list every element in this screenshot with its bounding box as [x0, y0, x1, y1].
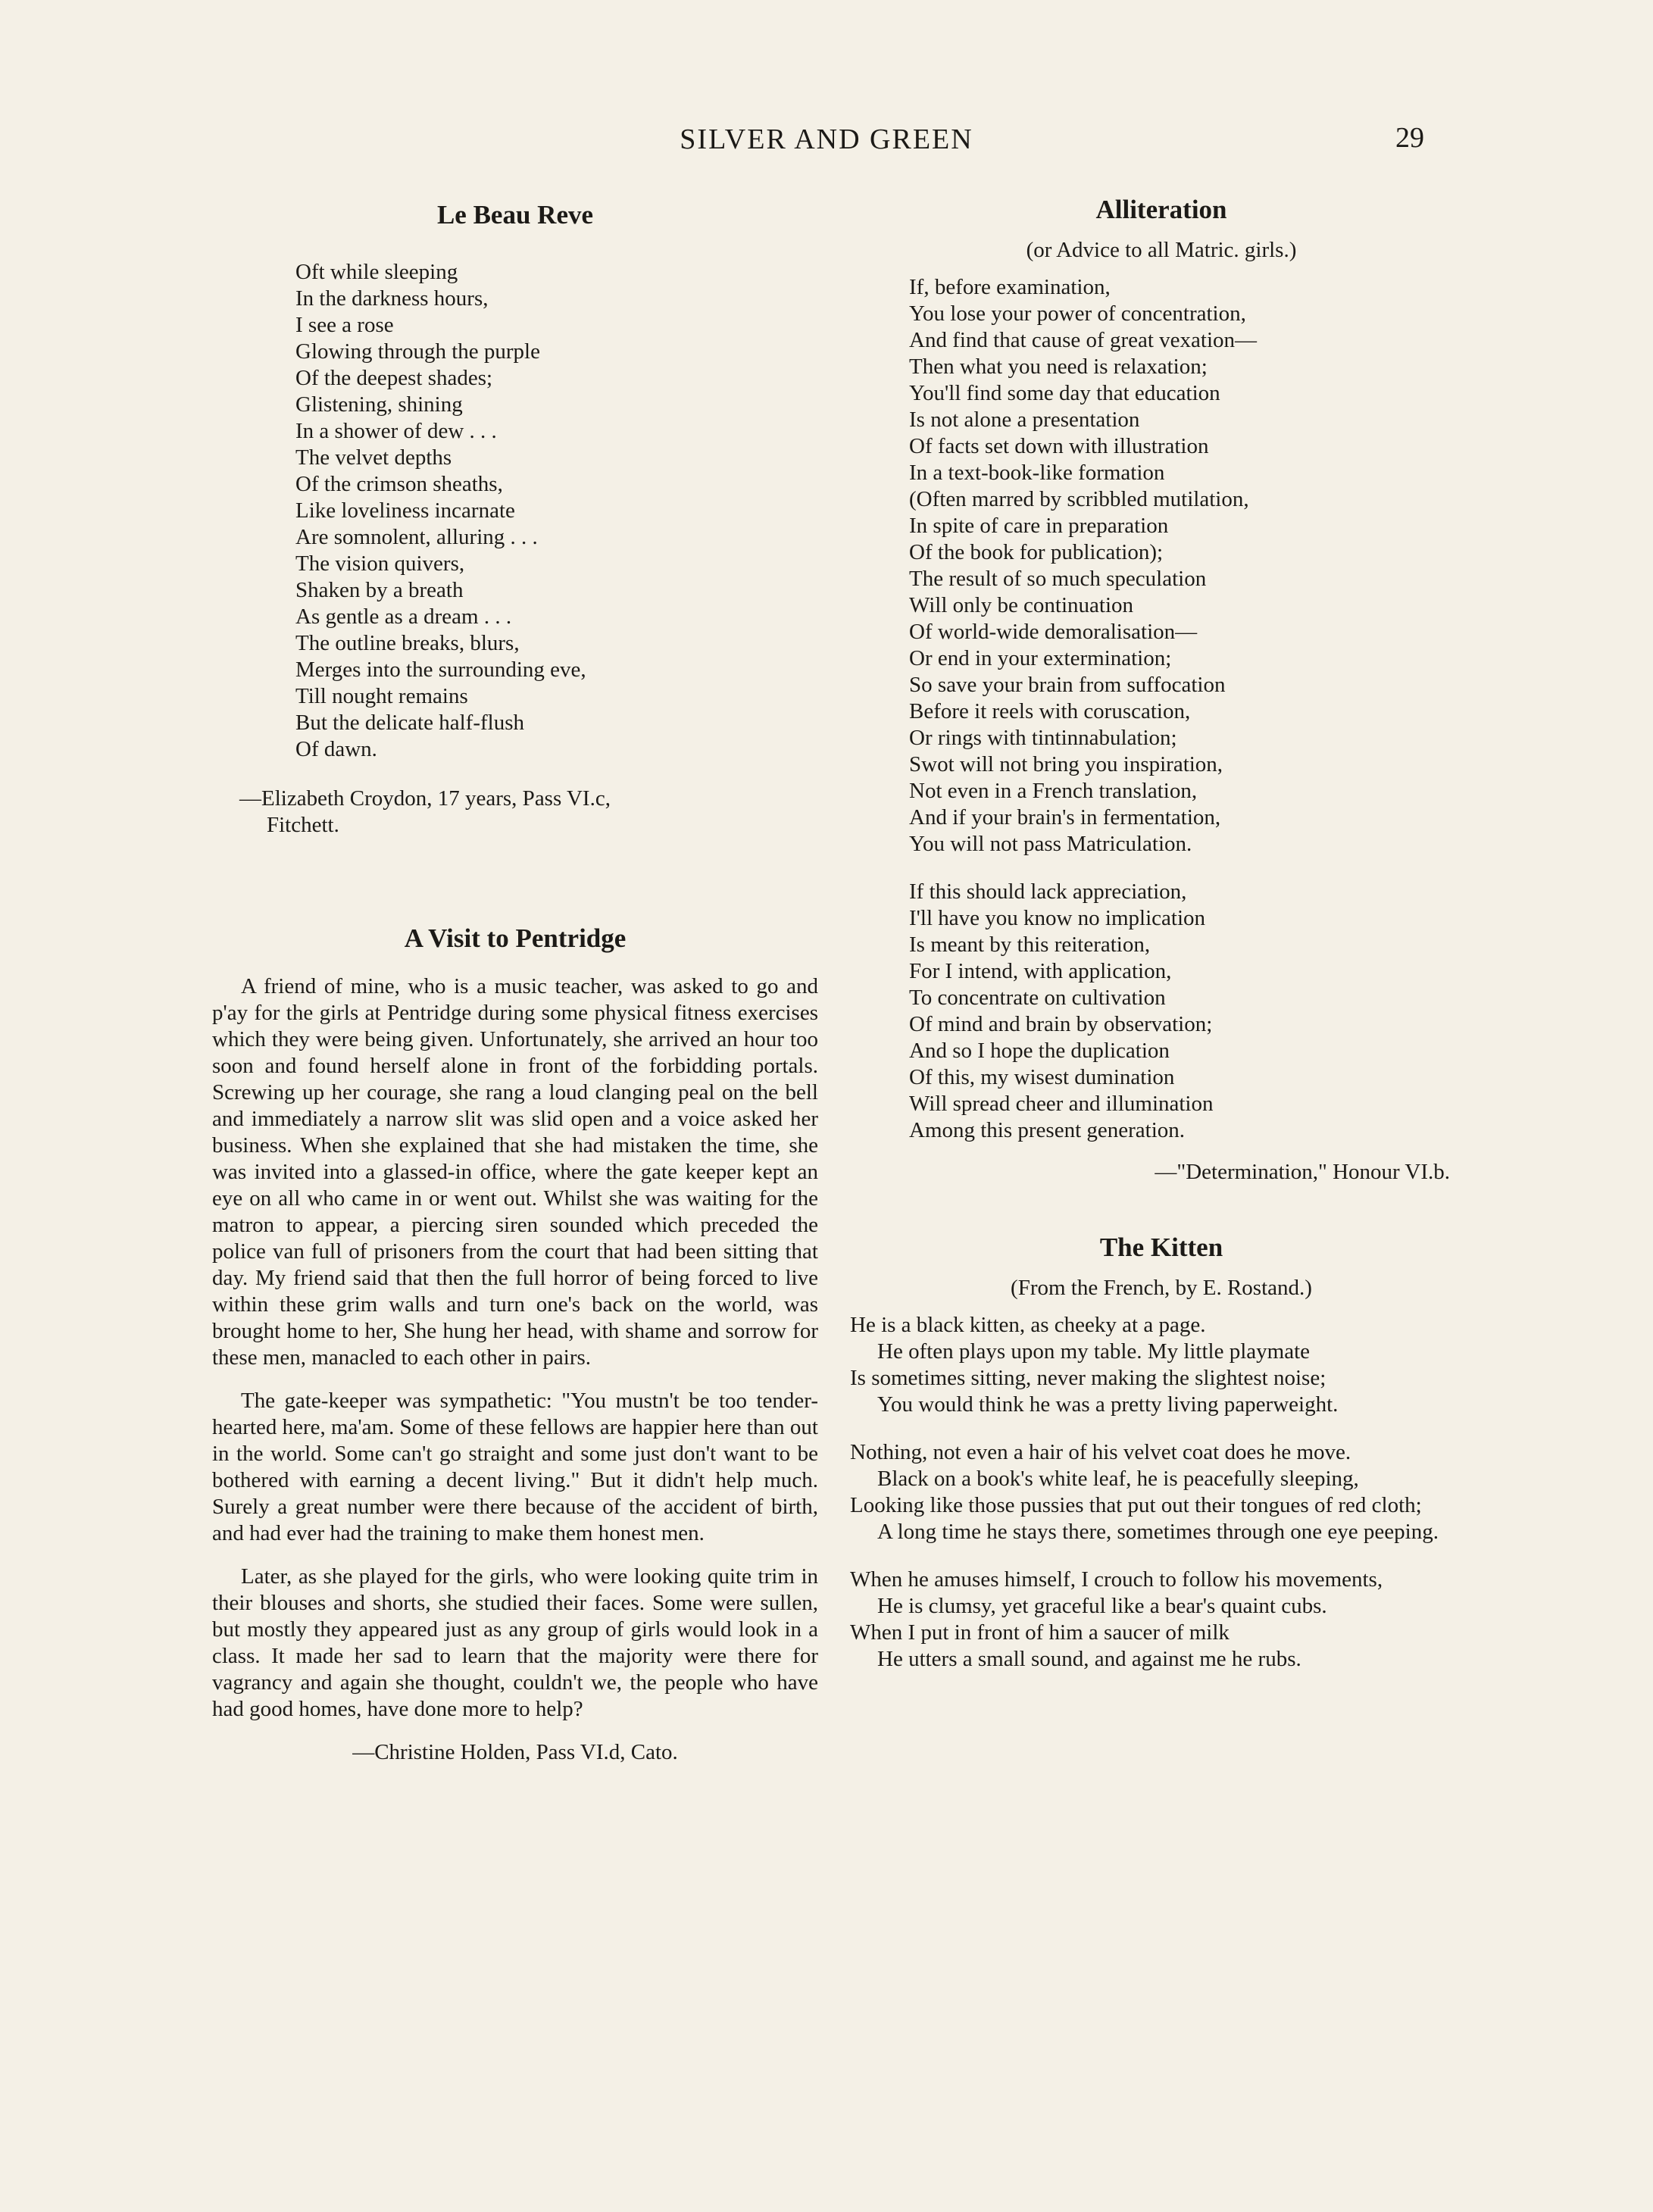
poem-line: Of the crimson sheaths,: [295, 472, 503, 496]
poem-line: Of facts set down with illustration: [909, 434, 1209, 458]
poem-line: He is clumsy, yet graceful like a bear's quaint cubs.: [877, 1594, 1327, 1618]
running-title: SILVER AND GREEN: [680, 123, 973, 155]
poem-line: The vision quivers,: [295, 551, 465, 576]
poem-line: Of this, my wisest dumination: [909, 1065, 1175, 1089]
poem-subtitle-kitten: (From the French, by E. Rostand.): [1011, 1276, 1312, 1300]
poem-line: Before it reels with coruscation,: [909, 699, 1191, 723]
poem-line: Is sometimes sitting, never making the slightest noise;: [850, 1366, 1326, 1390]
poem-credit-determination: —"Determination," Honour VI.b.: [1155, 1160, 1450, 1184]
poem-line: He utters a small sound, and against me he rubs.: [877, 1647, 1301, 1671]
poem-line: Oft while sleeping: [295, 260, 458, 284]
poem-line: Merges into the surrounding eve,: [295, 658, 586, 682]
poem-line: Among this present generation.: [909, 1118, 1186, 1142]
left-column: [212, 198, 818, 1766]
poem-line: You would think he was a pretty living paperweight.: [877, 1392, 1339, 1417]
poem-line: (Often marred by scribbled mutilation,: [909, 487, 1249, 511]
poem-credit-croydon: [239, 786, 818, 839]
page-number: 29: [1395, 122, 1424, 154]
poem-line: And so I hope the duplication: [909, 1039, 1170, 1063]
spacer: [850, 1545, 1468, 1567]
poem-line: I see a rose: [295, 313, 394, 337]
poem-line: Swot will not bring you inspiration,: [909, 752, 1223, 776]
poem-title-le-beau-reve: Le Beau Reve: [436, 200, 594, 230]
poem-line: When he amuses himself, I crouch to follow his movements,: [850, 1567, 1383, 1592]
poem-subtitle-alliteration: (or Advice to all Matric. girls.): [1026, 238, 1297, 262]
poem-line: Are somnolent, alluring . . .: [295, 525, 538, 549]
spacer: [212, 955, 818, 973]
spacer: [855, 858, 1468, 879]
poem-line: In spite of care in preparation: [909, 514, 1169, 538]
poem-line: So save your brain from suffocation: [909, 673, 1226, 697]
poem-line: The velvet depths: [295, 445, 452, 470]
poem-line: He is a black kitten, as cheeky at a page.: [850, 1313, 1206, 1337]
spacer: [212, 839, 818, 922]
article-title-pentridge: A Visit to Pentridge: [404, 923, 627, 953]
poem-line: Of dawn.: [295, 737, 377, 761]
poem-line: Nothing, not even a hair of his velvet coat does he move.: [850, 1440, 1351, 1464]
poem-line: Till nought remains: [295, 684, 468, 708]
credit-line: Fitchett.: [267, 813, 339, 837]
spacer: [850, 1418, 1468, 1439]
poem-line: In a text-book-like formation: [909, 461, 1165, 485]
poem-line: Of mind and brain by observation;: [909, 1012, 1213, 1036]
poem-line: Will spread cheer and illumination: [909, 1092, 1214, 1116]
poem-line: Glowing through the purple: [295, 339, 540, 364]
poem-alliteration-stanza-1: [909, 274, 1468, 858]
poem-line: Or rings with tintinnabulation;: [909, 726, 1177, 750]
poem-line: Like loveliness incarnate: [295, 498, 515, 523]
poem-line: Of world-wide demoralisation—: [909, 620, 1198, 644]
spacer: [855, 1186, 1468, 1231]
poem-line: Shaken by a breath: [295, 578, 464, 602]
article-paragraph: Later, as she played for the girls, who were looking quite trim in their blouses and shorts, she studied their faces. Some were sullen, but mostly they appeared just as any group of girls would look in a class. It made her sad to learn that the majority were there for vagrancy and again she thought, couldn't we, the people who have had good homes, have done more to help?: [212, 1564, 818, 1721]
poem-line: Is meant by this reiteration,: [909, 933, 1151, 957]
poem-alliteration-stanza-2: [909, 879, 1468, 1144]
poem-line: But the delicate half-flush: [295, 711, 524, 735]
poem-line: Of the deepest shades;: [295, 366, 493, 390]
poem-line: Or end in your extermination;: [909, 646, 1172, 670]
poem-line: You will not pass Matriculation.: [909, 832, 1192, 856]
poem-line: Black on a book's white leaf, he is peacefully sleeping,: [877, 1467, 1359, 1491]
poem-line: The outline breaks, blurs,: [295, 631, 520, 655]
poem-line: If, before examination,: [909, 275, 1111, 299]
poem-line: To concentrate on cultivation: [909, 986, 1166, 1010]
poem-line: And find that cause of great vexation—: [909, 328, 1258, 352]
poem-line: Is not alone a presentation: [909, 408, 1140, 432]
poem-kitten: [850, 1312, 1468, 1673]
poem-line: When I put in front of him a saucer of milk: [850, 1620, 1230, 1645]
right-column: [850, 193, 1468, 1673]
poem-line: Of the book for publication);: [909, 540, 1164, 564]
poem-title-alliteration: Alliteration: [1095, 195, 1227, 224]
poem-line: Then what you need is relaxation;: [909, 355, 1208, 379]
poem-title-kitten: The Kitten: [1099, 1233, 1223, 1262]
article-paragraph: A friend of mine, who is a music teacher, was asked to go and p'ay for the girls at Pentridge during some physical fitness exercises which they were being given. Unfortunately, she arrived an hour too soon and found herself alone in front of the forbidding portals. Screwing up her courage, she rang a loud clanging peal on the bell and immediately a narrow slit was slid open and a voice asked her business. When she explained that she had mistaken the time, she was invited into a glassed-in office, where the gate keeper kept an eye on all who came in or went out. Whilst she was waiting for the matron to appear, a piercing siren sounded which preceded the police van full of prisoners from the court that had been sitting that day. My friend said that then the full horror of being forced to live within these grim walls and turn one's back on the world, was brought home to her, She hung her head, with shame and sorrow for these men, manacled to each other in pairs.: [212, 974, 818, 1370]
poem-line: I'll have you know no implication: [909, 906, 1206, 930]
poem-line: You'll find some day that education: [909, 381, 1220, 405]
poem-le-beau-reve: [295, 259, 818, 763]
poem-line: As gentle as a dream . . .: [295, 605, 512, 629]
poem-line: In the darkness hours,: [295, 286, 489, 311]
credit-line: —Elizabeth Croydon, 17 years, Pass VI.c,: [239, 786, 611, 811]
poem-line: You lose your power of concentration,: [909, 301, 1246, 326]
poem-line: The result of so much speculation: [909, 567, 1207, 591]
poem-line: Will only be continuation: [909, 593, 1134, 617]
poem-line: For I intend, with application,: [909, 959, 1172, 983]
poem-line: If this should lack appreciation,: [909, 879, 1187, 904]
poem-line: Looking like those pussies that put out their tongues of red cloth;: [850, 1493, 1422, 1517]
article-credit-holden: —Christine Holden, Pass VI.d, Cato.: [352, 1740, 678, 1764]
article-paragraph: The gate-keeper was sympathetic: "You mustn't be too tender-hearted here, ma'am. Some of these fellows are happier here than out in the world. Some can't go straight and some just don't want to be bothered with earning a decent living." But it didn't help much. Surely a great number were there because of the accident of birth, and had ever had the training to make them honest men.: [212, 1389, 818, 1545]
poem-line: He often plays upon my table. My little playmate: [877, 1339, 1311, 1364]
poem-line: In a shower of dew . . .: [295, 419, 497, 443]
poem-line: Glistening, shining: [295, 392, 463, 417]
poem-line: And if your brain's in fermentation,: [909, 805, 1221, 830]
poem-line: A long time he stays there, sometimes through one eye peeping.: [877, 1520, 1439, 1544]
poem-line: Not even in a French translation,: [909, 779, 1198, 803]
